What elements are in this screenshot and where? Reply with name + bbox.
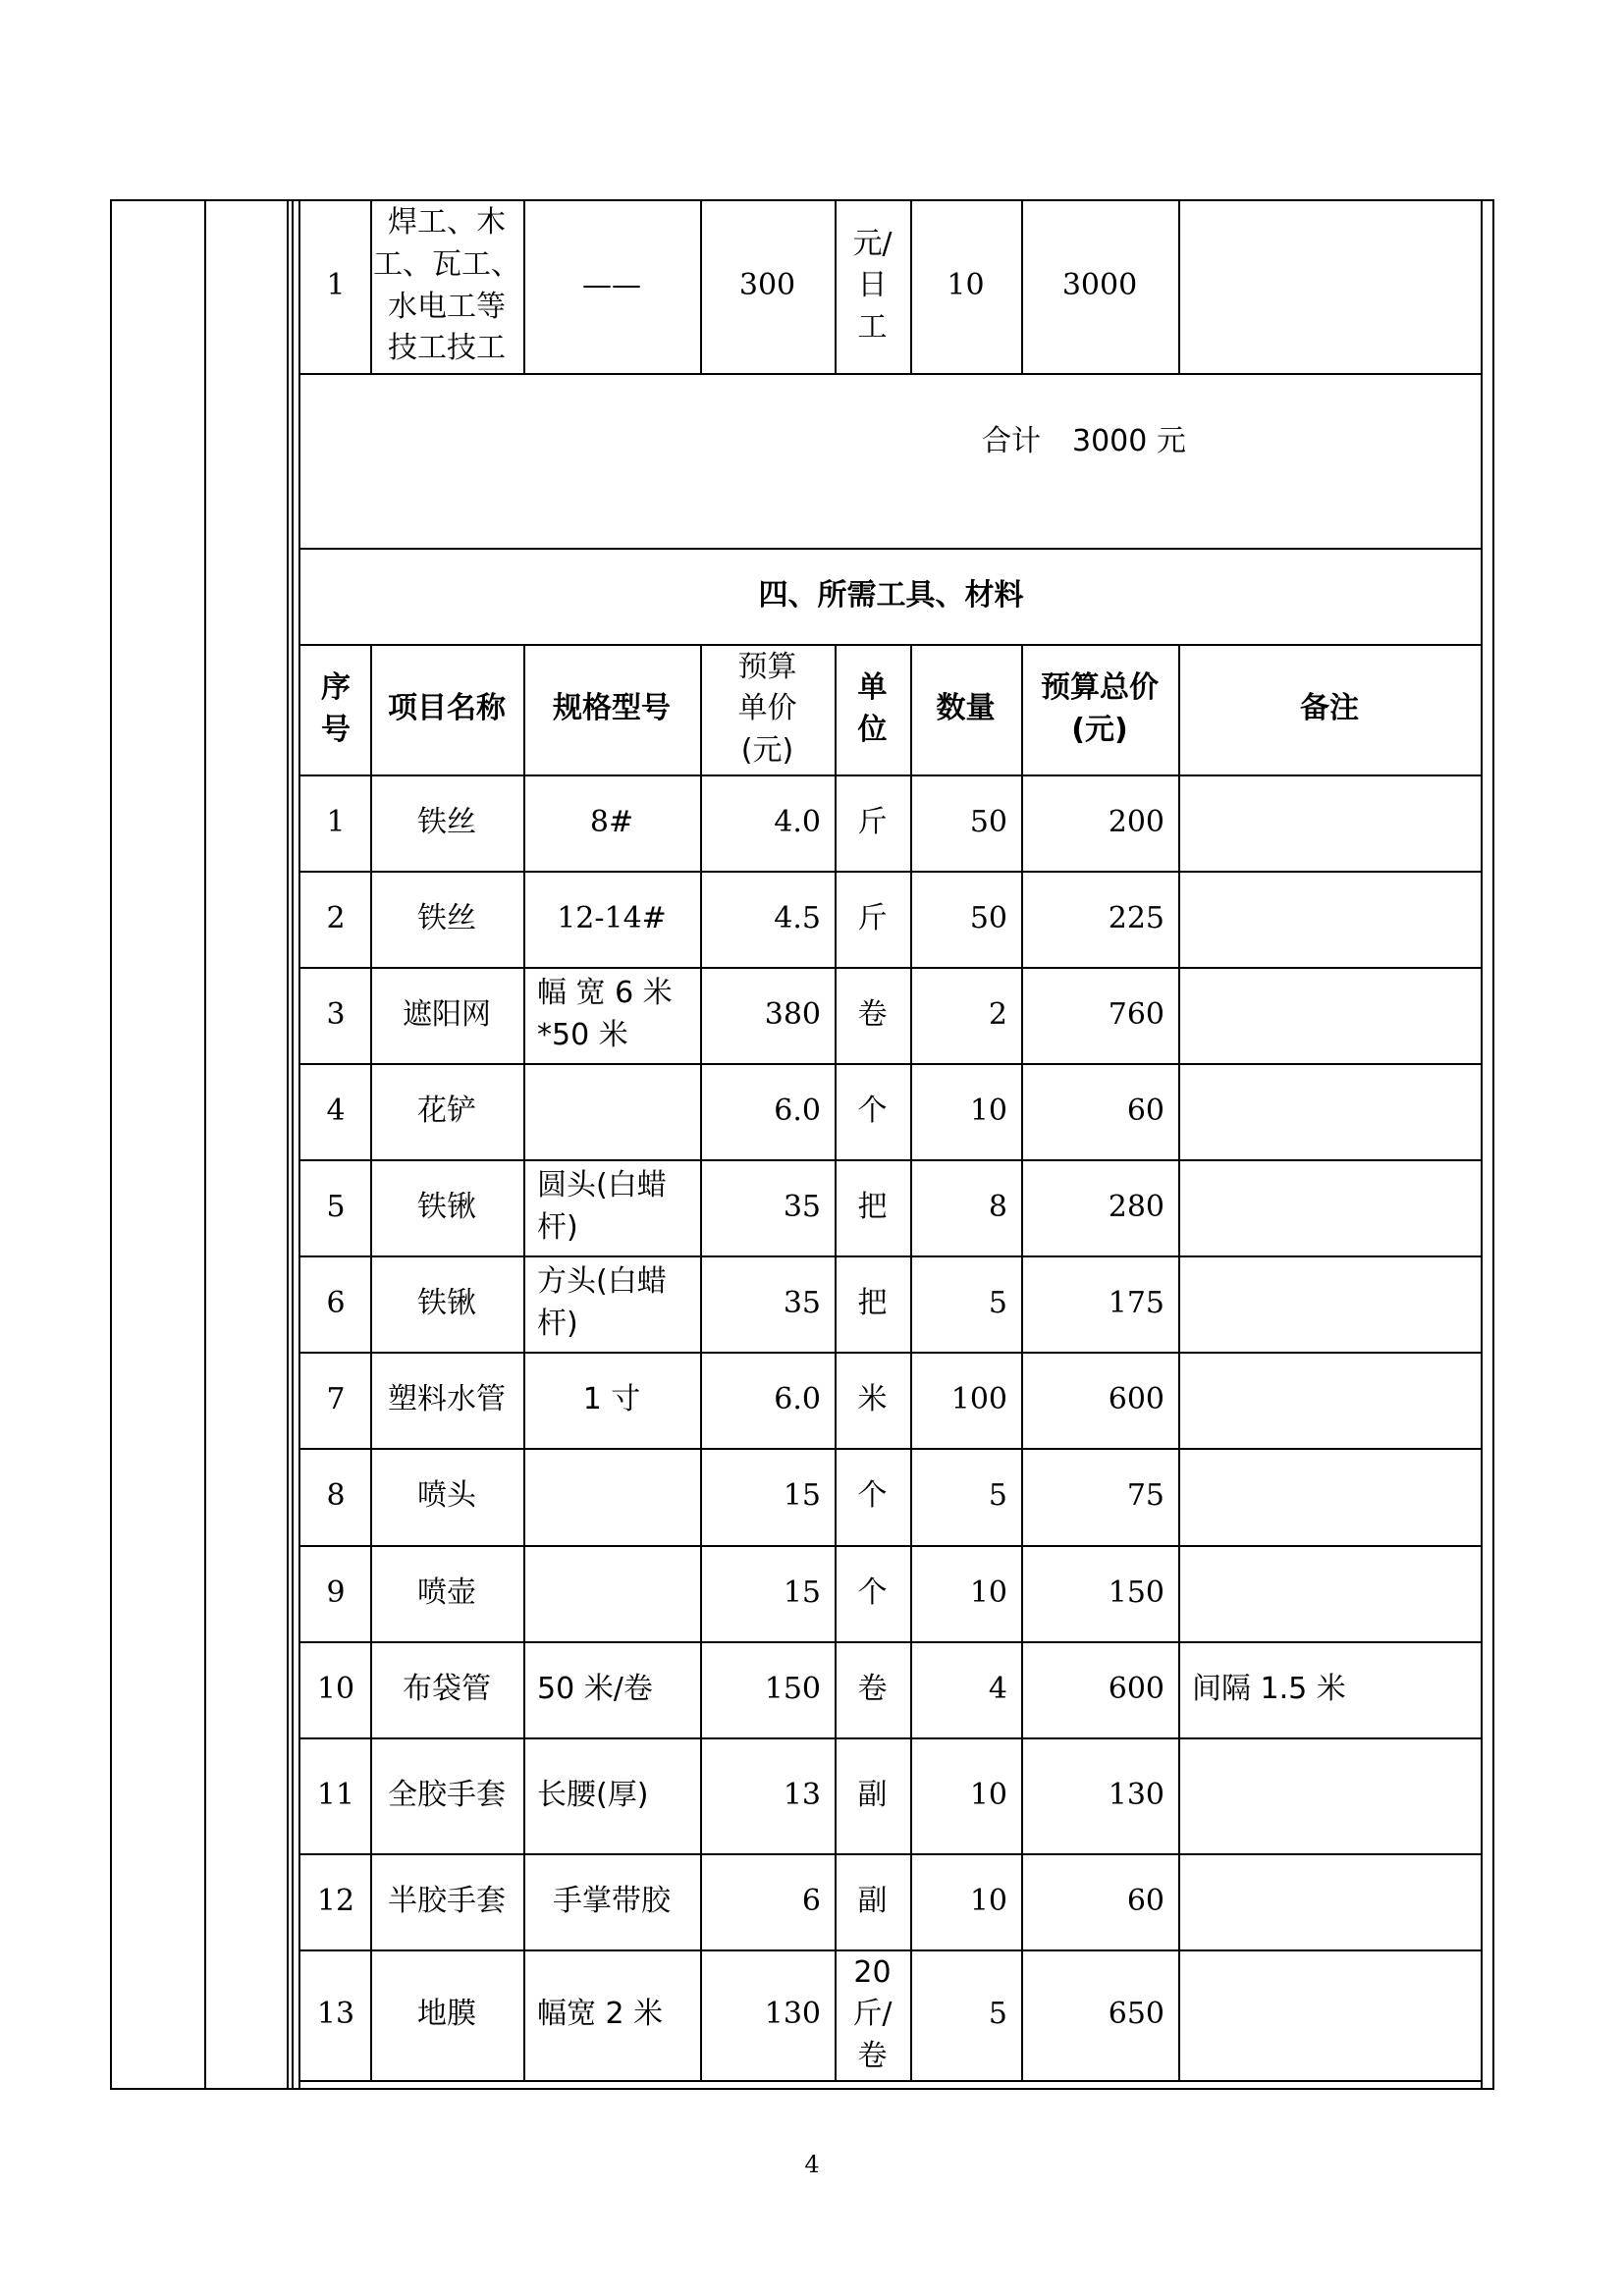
grid-line xyxy=(298,199,300,2088)
cell-unit: 卷 xyxy=(857,1671,888,1706)
grid-line xyxy=(298,2080,1483,2082)
cell-qty: 100 xyxy=(950,1381,1007,1416)
header-spec: 规格型号 xyxy=(553,691,671,726)
cell-note xyxy=(1178,871,1481,967)
cell-spec: 50 米/卷 xyxy=(537,1671,653,1706)
cell-total: 600 xyxy=(1108,1381,1164,1416)
cell-seq: 7 xyxy=(326,1381,346,1416)
cell-unit: 把 xyxy=(857,1285,888,1320)
cell-name: 铁丝 xyxy=(417,804,476,839)
cell-seq: 1 xyxy=(326,804,346,839)
cell-total: 225 xyxy=(1108,900,1164,935)
grid-line xyxy=(1481,199,1483,2088)
cell-price: 4.0 xyxy=(774,804,821,839)
cell-name: 喷头 xyxy=(417,1478,476,1514)
header-name: 项目名称 xyxy=(388,691,506,726)
cell-total: 60 xyxy=(1126,1883,1164,1918)
cell-spec: 长腰(厚) xyxy=(537,1777,649,1812)
labor-spec: —— xyxy=(582,268,641,303)
cell-price: 130 xyxy=(764,1997,821,2032)
cell-note xyxy=(1178,967,1481,1063)
cell-total: 60 xyxy=(1126,1093,1164,1128)
cell-note xyxy=(1178,1159,1481,1255)
labor-name: 焊工、木 工、瓦工、 水电工等 技工技工 xyxy=(373,205,520,366)
cell-seq: 13 xyxy=(316,1997,355,2032)
cell-price: 4.5 xyxy=(774,900,821,935)
cell-total: 280 xyxy=(1108,1189,1164,1224)
cell-name: 铁锹 xyxy=(417,1189,476,1224)
grid-line xyxy=(298,373,1483,375)
cell-total: 75 xyxy=(1126,1478,1164,1514)
cell-note xyxy=(1178,1853,1481,1949)
subtotal-label: 合计 xyxy=(982,424,1041,458)
header-unit: 单 位 xyxy=(857,669,888,747)
cell-spec: 8# xyxy=(589,804,634,839)
section-title: 四、所需工具、材料 xyxy=(758,577,1024,613)
cell-spec: 幅宽 2 米 xyxy=(537,1997,664,2032)
cell-total: 650 xyxy=(1108,1997,1164,2032)
cell-seq: 8 xyxy=(326,1478,346,1514)
cell-seq: 5 xyxy=(326,1189,346,1224)
cell-seq: 6 xyxy=(326,1285,346,1320)
cell-total: 150 xyxy=(1108,1575,1164,1610)
cell-seq: 12 xyxy=(316,1883,355,1918)
cell-note xyxy=(1178,1949,1481,2080)
cell-name: 半胶手套 xyxy=(388,1883,506,1918)
header-total: 预算总价 (元) xyxy=(1041,669,1159,747)
cell-unit: 个 xyxy=(857,1575,888,1610)
cell-price: 380 xyxy=(764,996,821,1032)
cell-qty: 8 xyxy=(988,1189,1007,1224)
cell-note xyxy=(1178,1063,1481,1159)
cell-unit: 个 xyxy=(857,1478,888,1514)
cell-qty: 10 xyxy=(969,1883,1007,1918)
grid-line xyxy=(110,2088,1494,2090)
labor-seq: 1 xyxy=(326,268,346,303)
cell-price: 35 xyxy=(783,1285,821,1320)
labor-subtotal xyxy=(982,416,1186,459)
cell-price: 13 xyxy=(783,1777,821,1812)
cell-spec: 手掌带胶 xyxy=(553,1883,671,1918)
cell-qty: 50 xyxy=(969,804,1007,839)
cell-price: 6.0 xyxy=(774,1093,821,1128)
cell-name: 铁丝 xyxy=(417,900,476,935)
cell-unit: 副 xyxy=(857,1883,888,1918)
cell-qty: 10 xyxy=(969,1093,1007,1128)
cell-unit: 20 斤/ 卷 xyxy=(852,1954,893,2073)
cell-name: 布袋管 xyxy=(403,1671,491,1706)
labor-unit: 元/ 日 工 xyxy=(852,226,893,345)
cell-spec: 方头(白蜡 杆) xyxy=(537,1264,667,1341)
header-qty: 数量 xyxy=(936,691,996,726)
header-note: 备注 xyxy=(1300,691,1359,726)
labor-note xyxy=(1178,199,1481,373)
cell-name: 塑料水管 xyxy=(388,1381,506,1416)
cell-unit: 斤 xyxy=(857,804,888,839)
cell-unit: 把 xyxy=(857,1189,888,1224)
cell-note xyxy=(1178,1352,1481,1448)
cell-note xyxy=(1178,1737,1481,1853)
cell-qty: 2 xyxy=(988,996,1007,1032)
cell-seq: 10 xyxy=(316,1671,355,1706)
header-price: 预算 单价 (元) xyxy=(737,649,797,768)
cell-note xyxy=(1178,774,1481,871)
grid-line xyxy=(287,199,289,2090)
cell-qty: 10 xyxy=(969,1575,1007,1610)
cell-spec: 1 寸 xyxy=(582,1381,641,1416)
cell-seq: 4 xyxy=(326,1093,346,1128)
cell-spec xyxy=(523,1448,700,1545)
cell-qty: 5 xyxy=(988,1997,1007,2032)
subtotal-amount: 3000 元 xyxy=(1072,424,1186,458)
grid-line xyxy=(292,199,294,2090)
cell-seq: 11 xyxy=(316,1777,355,1812)
cell-note: 间隔 1.5 米 xyxy=(1192,1671,1346,1706)
cell-spec: 圆头(白蜡 杆) xyxy=(537,1168,667,1245)
cell-name: 花铲 xyxy=(417,1093,476,1128)
cell-qty: 5 xyxy=(988,1285,1007,1320)
cell-total: 130 xyxy=(1108,1777,1164,1812)
page-number: 4 xyxy=(804,2150,820,2178)
labor-total: 3000 xyxy=(1061,268,1138,303)
cell-total: 200 xyxy=(1108,804,1164,839)
cell-total: 600 xyxy=(1108,1671,1164,1706)
cell-seq: 3 xyxy=(326,996,346,1032)
grid-line xyxy=(1492,199,1494,2090)
cell-price: 6 xyxy=(801,1883,821,1918)
cell-spec xyxy=(523,1545,700,1641)
grid-line xyxy=(204,199,206,2090)
cell-note xyxy=(1178,1545,1481,1641)
cell-spec: 幅 宽 6 米 *50 米 xyxy=(537,976,673,1052)
cell-price: 150 xyxy=(764,1671,821,1706)
cell-price: 15 xyxy=(783,1478,821,1514)
cell-qty: 50 xyxy=(969,900,1007,935)
labor-qty: 10 xyxy=(947,268,985,303)
cell-price: 35 xyxy=(783,1189,821,1224)
cell-total: 760 xyxy=(1108,996,1164,1032)
grid-line xyxy=(110,199,112,2090)
cell-note xyxy=(1178,1255,1481,1352)
cell-unit: 副 xyxy=(857,1777,888,1812)
labor-price: 300 xyxy=(738,268,796,303)
cell-name: 地膜 xyxy=(417,1997,476,2032)
cell-unit: 卷 xyxy=(857,996,888,1032)
cell-name: 遮阳网 xyxy=(403,996,491,1032)
cell-unit: 斤 xyxy=(857,900,888,935)
cell-name: 铁锹 xyxy=(417,1285,476,1320)
cell-qty: 10 xyxy=(969,1777,1007,1812)
header-seq: 序 号 xyxy=(321,669,351,747)
cell-price: 6.0 xyxy=(774,1381,821,1416)
cell-unit: 米 xyxy=(857,1381,888,1416)
cell-qty: 5 xyxy=(988,1478,1007,1514)
cell-seq: 2 xyxy=(326,900,346,935)
cell-name: 全胶手套 xyxy=(388,1777,506,1812)
cell-unit: 个 xyxy=(857,1093,888,1128)
cell-qty: 4 xyxy=(988,1671,1007,1706)
cell-price: 15 xyxy=(783,1575,821,1610)
cell-total: 175 xyxy=(1108,1285,1164,1320)
cell-note xyxy=(1178,1448,1481,1545)
cell-seq: 9 xyxy=(326,1575,346,1610)
cell-spec xyxy=(523,1063,700,1159)
cell-name: 喷壶 xyxy=(417,1575,476,1610)
cell-spec: 12-14# xyxy=(557,900,667,935)
